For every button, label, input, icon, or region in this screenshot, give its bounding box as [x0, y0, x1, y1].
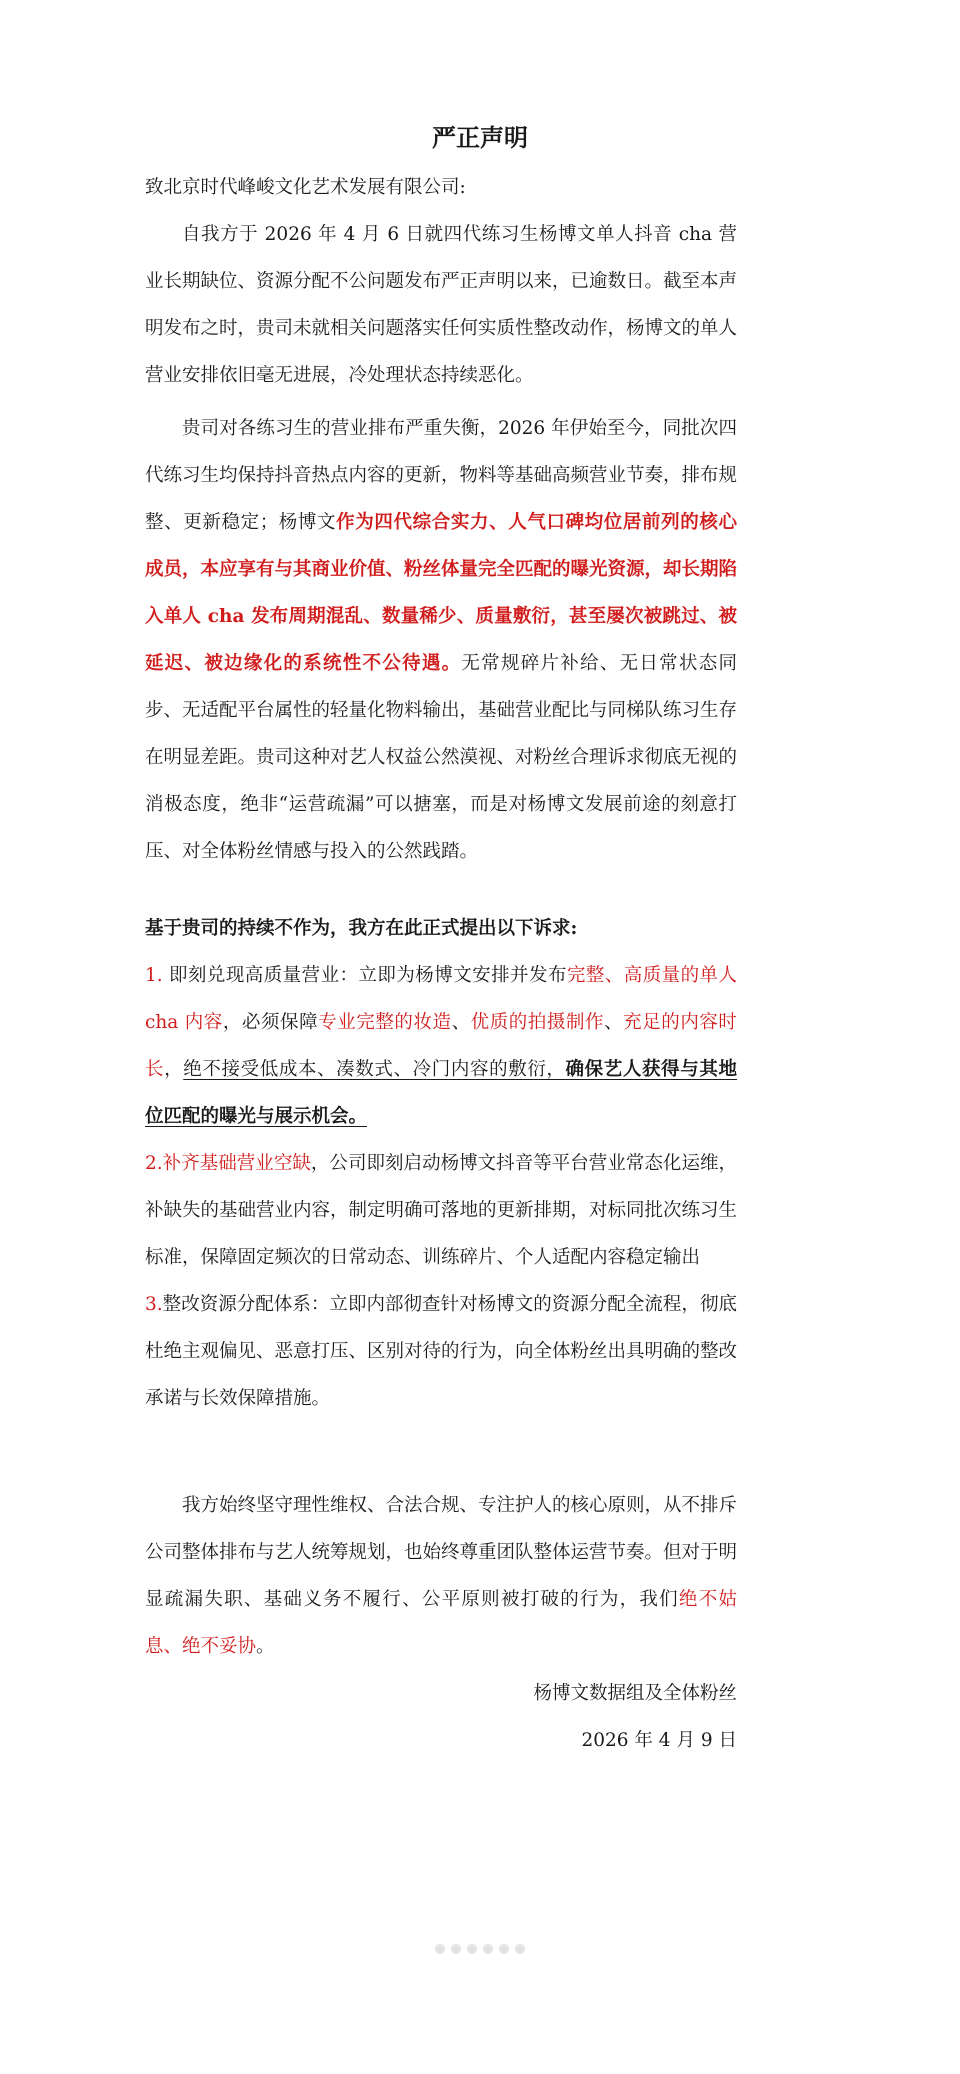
paragraph-1: 自我方于 2026 年 4 月 6 日就四代练习生杨博文单人抖音 cha 营业长期缺位、资源分配不公问题发布严正声明以来，已逾数日。截至本声明发布之时，贵司未就相关问题落实任何实质性整改动作，杨博文的单人营业安排依旧毫无进展，冷处理状态持续恶化。 [145, 224, 738, 386]
demand-1-highlight: 优质的拍摄制作 [470, 1012, 605, 1033]
demand-3-text: 整改资源分配体系：立即内部彻查针对杨博文的资源分配全流程，彻底杜绝主观偏见、恶意打压、区别对待的行为，向全体粉丝出具明确的整改承诺与长效保障措施。 [145, 1294, 738, 1409]
paragraph-2-text: 贵司对各练习生的营业排布严重失衡，2026 年伊始至今，同批次四代练习生均保持抖音热点内容的更新，物料等基础高频营业节奏，排布规整、更新稳定；杨博文 [145, 418, 738, 533]
date: 2026 年 4 月 9 日 [581, 1730, 737, 1751]
page-dot [435, 1944, 445, 1954]
paragraph-2-highlight: 作为四代综合实力、人气口碑均位居前列的核心成员，本应享有与其商业价值、粉丝体量完全匹配的曝光资源，却长期陷入单人 cha 发布周期混乱、数量稀少、质量敷衍，甚至屡次被跳过、被延迟、被边缘化的系统性不公待遇。 [145, 512, 738, 674]
demand-1-underlined-bold: 确保艺人获得与其地位匹配的曝光与展示机会。 [145, 1059, 737, 1127]
page-indicator [0, 1944, 960, 1954]
demand-1-highlight: 充足的内容时长 [145, 1012, 737, 1080]
demand-1-text: 、 [604, 1012, 624, 1033]
addressee: 致北京时代峰峻文化艺术发展有限公司: [145, 177, 466, 198]
page-dot [515, 1944, 525, 1954]
demand-1-highlight: 完整、高质量的单人 cha 内容 [145, 965, 737, 1033]
page-dot [499, 1944, 509, 1954]
document-title: 严正声明 [432, 123, 528, 152]
closing-paragraph [145, 1482, 737, 1670]
closing-text: 我方始终坚守理性维权、合法合规、专注护人的核心原则，从不排斥公司整体排布与艺人统筹规划，也始终尊重团队整体运营节奏。但对于明显疏漏失职、基础义务不履行、公平原则被打破的行为，我们 [145, 1495, 738, 1610]
demand-1-text: ，必须保障 [222, 1012, 319, 1033]
demand-1 [145, 952, 737, 1140]
demand-2-highlight: 2.补齐基础营业空缺 [145, 1153, 311, 1174]
demand-1-highlight: 专业完整的妆造 [318, 1012, 452, 1033]
demand-1-text: ， [164, 1059, 184, 1080]
signature: 杨博文数据组及全体粉丝 [533, 1683, 737, 1704]
demand-1-number: 1. [145, 965, 163, 986]
demand-2 [145, 1140, 737, 1281]
demand-3-number: 3. [145, 1294, 163, 1315]
closing-end: 。 [256, 1636, 275, 1657]
page-dot [451, 1944, 461, 1954]
demand-1-underlined: 绝不接受低成本、凑数式、冷门内容的敷衍， [183, 1059, 566, 1080]
demand-3 [145, 1281, 737, 1422]
demand-1-text: 即刻兑现高质量营业：立即为杨博文安排并发布 [162, 965, 567, 986]
paragraph-2-text-cont: 无常规碎片补给、无日常状态同步、无适配平台属性的轻量化物料输出，基础营业配比与同梯队练习生存在明显差距。贵司这种对艺人权益公然漠视、对粉丝合理诉求彻底无视的消极态度，绝非“运营疏漏”可以搪塞，而是对杨博文发展前途的刻意打压、对全体粉丝情感与投入的公然践踏。 [145, 653, 738, 862]
page-dot [483, 1944, 493, 1954]
demands-heading: 基于贵司的持续不作为，我方在此正式提出以下诉求: [145, 918, 578, 939]
page-dot [467, 1944, 477, 1954]
closing-highlight: 绝不姑息、绝不妥协 [145, 1589, 737, 1657]
paragraph-2 [145, 405, 737, 875]
demand-2-text: ，公司即刻启动杨博文抖音等平台营业常态化运维，补缺失的基础营业内容，制定明确可落地的更新排期，对标同批次练习生标准，保障固定频次的日常动态、训练碎片、个人适配内容稳定输出 [145, 1153, 738, 1268]
demand-1-text: 、 [451, 1012, 471, 1033]
document [145, 0, 737, 2074]
